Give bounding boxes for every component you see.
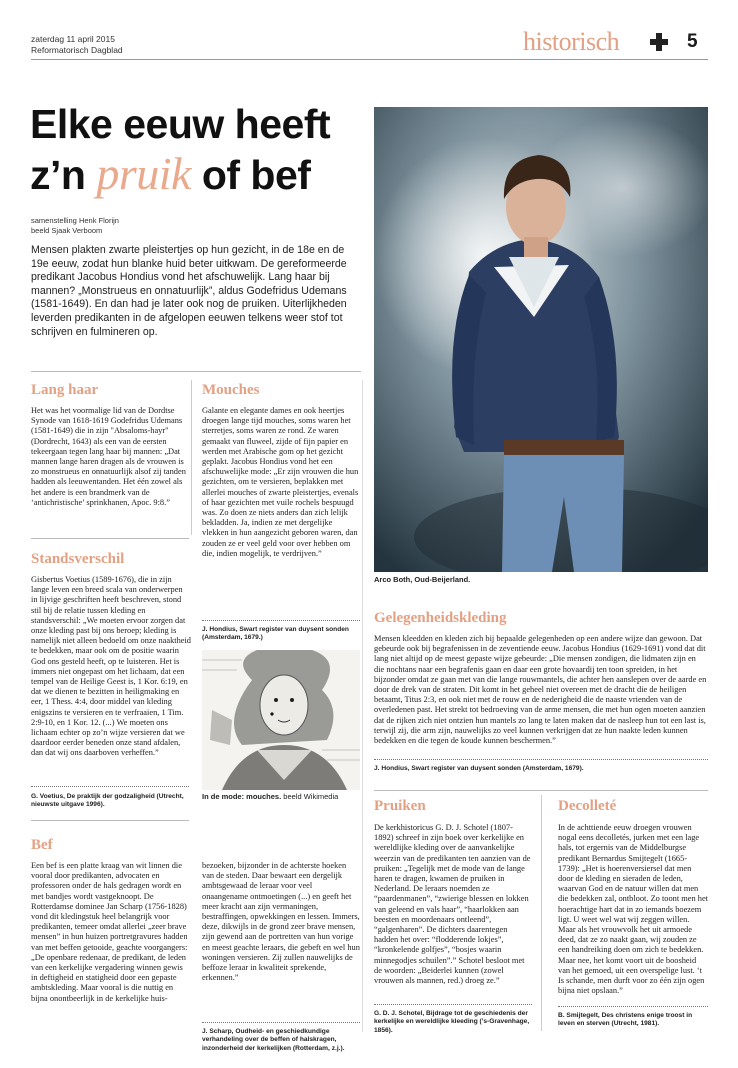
issue-date: zaterdag 11 april 2015: [31, 34, 115, 44]
text-pruiken: De kerkhistoricus G. D. J. Schotel (1807-1892) schreef in zijn boek over kerkelijke en wereldlijke kleding over de aanvankelijke weerzin van de predikanten ten aanzien van de pruiken: „Tegelijk met de mode van de lange haren te dragen, kwamen de pruiken in Nederland. De leraars noemden ze “paardenmanen”, “zwierige blessen en lokken van geleend en vals haar”, “haarlokken aan beesten en moordenaars ontleend”, “galgenharen”. De dichters daarentegen hadden het over: “flodderende lokjes”, “kronkelende golfjes”, “bosjes waarin minnegodjes schuilen”.” Schotel besloot met de woorden: „Beiderlei kunnen (zowel vrouwen als mannen, red.) droeg ze.”: [374, 823, 531, 986]
headline-part-b: of bef: [190, 152, 311, 198]
source-decollete: B. Smijtegelt, Des christens enige troost in leven en sterven (Utrecht, 1981).: [558, 1012, 693, 1028]
text-standsverschil: Gisbertus Voetius (1589-1676), die in zijn lange leven een breed scala van onderwerpen in lijvige geschriften heeft beschreven, stond stil bij de relatie tussen kleding en standsverschil: „We moeten ervoor zorgen dat onze kleding past bij ons beroep; kleding is namelijk niet alleen bedoeld om onze naaktheid te bedekken, maar ook om de positie waarin God ons gesteld heeft, op te luisteren. Het is immers niet ongepast om het lichaam, dat een tempel van de Heilige Geest is, 1 Kor. 6:19, en dat we dienen te bezitten in heiligmaking en eer, 1 Thess. 4:4, door middel van kleding enigszins te versieren en te verfraaien, 1 Tim. 2:9-10, en 1 Kor. 12. (...) We moeten ons lichaam echter op zo’n wijze versieren dat we daardoor eerder beneden onze stand afdalen, dan dat wij ons daarboven verheffen.”: [31, 575, 191, 758]
divider-col-1: [191, 380, 192, 535]
source-bef: J. Scharp, Oudheid- en geschiedkundige verhandeling over de beffen of halskragen, inzonderheid der kerkelijken (Rotterdam, z.j.).: [202, 1028, 345, 1052]
divider-center: [362, 380, 363, 1032]
photo-caption: Arco Both, Oud-Beijerland.: [374, 575, 471, 584]
heading-pruiken: Pruiken: [374, 798, 426, 814]
intro-paragraph: Mensen plakten zwarte pleistertjes op hun gezicht, in de 18e en de 19e eeuw, zodat hun blanke huid beter uitkwam. De gereformeerde predikant Jacobus Hondius vond het afschuwelijk. Lang haar bij mannen? „Monstrueus en onnatuurlijk”, aldus Godefridus Udemans (1581-1649). En dan had je later ook nog de pruiken. Uiterlijkheden leverden predikanten in de afgelopen eeuwen telkens weer stof tot schrijven en fulmineren op.: [31, 244, 347, 338]
portrait-photo: [374, 107, 708, 572]
headline-accent-word: pruik: [96, 148, 191, 199]
engraving-caption-credit: beeld Wikimedia: [281, 792, 339, 801]
divider-lang-haar: [31, 538, 189, 539]
text-gelegenheidskleding: Mensen kleedden en kleden zich bij bepaalde gelegenheden op een andere wijze dan gewoon. Dat gebeurde ook bij begrafenissen in de zeventiende eeuw. Jacobus Hondius (1629-1691) vond dat dit lang niet altijd op de meest gepaste wijze gebeurde: „Die mensen zondigen, die lidmaten zijn en die nochtans naar een begrafenis gaan en daar een grote hovaardij ten toon spreiden, in het bijzonder omdat ze gaan met van die lange rouwmantels, die achter hen aanslepen over de aarde en door de drek van de straten. Dit komt in het geheel niet overeen met de dracht die de heiligen betaamt, Titus 2:3, en ook niet met de rouw en de nederigheid die de naaste vrienden van de overledenen past. Het strekt tot bedroeving van de arme mensen, die met hun ogen moeten aanzien dat de rijken zich niet ontzien hun mantels zo lang te laten maken dat de nasleep hun tot een last is, terwijl zij, die arm zijn, nauwelijks zo veel kunnen verkrijgen dat ze hun naakte leden kunnen bedekken en die tegen de koude kunnen beschermen.”: [374, 634, 707, 746]
heading-bef: Bef: [31, 837, 53, 853]
engraving-caption: [202, 792, 362, 801]
source-standsverschil: G. Voetius, De praktijk der godzaligheid (Utrecht, nieuwste uitgave 1996).: [31, 793, 184, 809]
text-bef-col2: bezoeken, bijzonder in de achterste hoeken van de steden. Daar bewaart een dergelijk ambtsgewaad de leraar voor veel onaangename ontmoetingen (...) en geeft het meer kracht aan zijn vermaningen, bestraffingen, opwekkingen en lessen. Immers, deze, dikwijls in de grond zeer brave mensen, zijn gewend aan de portretten van hun vorige en meest geachte leraars, die gebeft en wel hun woningen versieren. Zij zullen nauwelijks de beffoze leraar in kwaliteit sprekende, erkennen.”: [202, 861, 360, 983]
section-name: historisch: [523, 27, 620, 56]
text-decollete: In de achttiende eeuw droegen vrouwen nogal eens decolletés, jurken met een lage hals, tot ergernis van de Middelburgse predikant Bernardus Smijtegelt (1665-1739): „Het is hoerenversiersel dat men door de kleding en sieraden de leden, waarvan God en de natuur willen dat men die bedekken zal, ontbloot. Zo toont men het hoerachtige hart dat in zo iemands boezem ligt. U weet wel wat wij zeggen willen. Maar als het vrouwvolk het uit armoede deed, dat ze zo naakt gaan, wij zouden ze een handreiking doen om zich te bedekken. Maar nee, het komt voort uit de boosheid van het gemoed, uit een overspelige lust. ‘t Is schande, men durft voor zo één zijn ogen bijna niet opslaan.”: [558, 823, 709, 996]
divider-gelegenheid: [374, 790, 708, 791]
page-number: 5: [687, 31, 698, 52]
heading-standsverschil: Standsverschil: [31, 551, 125, 567]
source-divider-mouches: [202, 620, 360, 621]
headline-line-2: [30, 150, 310, 199]
source-divider-gelegenheid: [374, 759, 708, 760]
headline-line-1: Elke eeuw heeft: [30, 101, 331, 147]
source-mouches: J. Hondius, Swart register van duysent sonden (Amsterdam, 1679.): [202, 626, 349, 642]
heading-lang-haar: Lang haar: [31, 382, 99, 398]
newspaper-name: Reformatorisch Dagblad: [31, 45, 123, 55]
text-mouches: Galante en elegante dames en ook heertjes droegen lange tijd mouches, soms waren het sterretjes, soms waren ze rond. Ze waren gemaakt van fluweel, zijde of fijn papier en werden met Arabische gom op het gezicht geplakt. Jacobus Hondius vond het een afschuwelijke mode: „Er zijn vrouwen die hun gezichten, om te versieren, beplakken met allerlei mouches of zwarte pleistertjes, evenals of haar gezichten met vuile rochels bespuugd was. Zo doen ze niets anders dan zich lelijk bekladden. Ja, indien ze met dergelijke vlekken in hun aangezicht geboren waren, dan zouden ze er veel geld voor over hebben om die, indien mogelijk, te verdrijven.”: [202, 406, 359, 558]
source-divider-decollete: [558, 1006, 708, 1007]
portrait-illustration: [374, 107, 708, 572]
header-divider: [31, 59, 708, 60]
heading-gelegenheidskleding: Gelegenheidskleding: [374, 610, 507, 626]
heading-decollete: Decolleté: [558, 798, 617, 814]
source-divider-bef: [202, 1022, 360, 1023]
heading-mouches: Mouches: [202, 382, 260, 398]
engraving-caption-bold: In de mode: mouches.: [202, 792, 282, 801]
credit-image: beeld Sjaak Verboom: [31, 226, 103, 235]
source-divider-pruiken: [374, 1004, 532, 1005]
divider-standsverschil: [31, 820, 189, 821]
source-divider-standsverschil: [31, 786, 189, 787]
engraving-illustration: [202, 650, 360, 790]
source-pruiken: G. D. J. Schotel, Bijdrage tot de geschiedenis der kerkelijke en wereldlijke kleeding (’s-Gravenhage, 1856).: [374, 1010, 530, 1034]
source-gelegenheidskleding: J. Hondius, Swart register van duysent sonden (Amsterdam, 1679).: [374, 765, 584, 772]
text-lang-haar: Het was het voormalige lid van de Dordtse Synode van 1618-1619 Godefridus Udemans (1581-1649) die in zijn "Absaloms-hayr" (Dordrecht, 1643) als een van de eersten tekeergaan tegen lang haar bij mannen: „Dat mannen lange haren dragen als de vrouwen is zo monstrueus en onnatuurlijk alsof zij tanden hadden als leeuwentanden. Het één zowel als het andere is een brandmerk van de ‘antichristische’ sprinkhanen, Apoc. 9:8.”: [31, 406, 186, 507]
engraving-mouches: [202, 650, 360, 790]
divider-col-pruiken: [541, 795, 542, 1031]
divider-intro: [31, 371, 361, 372]
plus-icon: [650, 33, 668, 51]
headline-part-a: z’n: [30, 152, 97, 198]
text-bef-col1: Een bef is een platte kraag van wit linnen die vooral door predikanten, advocaten en professoren onder de hals gedragen wordt en met bandjes wordt vastgeknoopt. De Rotterdamse dominee Jan Scharp (1756-1828) vond dit kledingstuk heel belangrijk voor predikanten, temeer omdat allerlei „zeer brave mensen” in hun huizen portretgravures hadden van met beffen getooide, geachte voorgangers: „De openbare redenaar, de predikant, de leden van een kerkelijke vergadering winnen gewis in deftigheid en statigheid door een gepaste ambtskleding. Maar vooral is die nuttig en bijna onontbeerlijk in de kerkelijke huis-: [31, 861, 188, 1003]
credit-compiled: samenstelling Henk Florijn: [31, 216, 119, 225]
